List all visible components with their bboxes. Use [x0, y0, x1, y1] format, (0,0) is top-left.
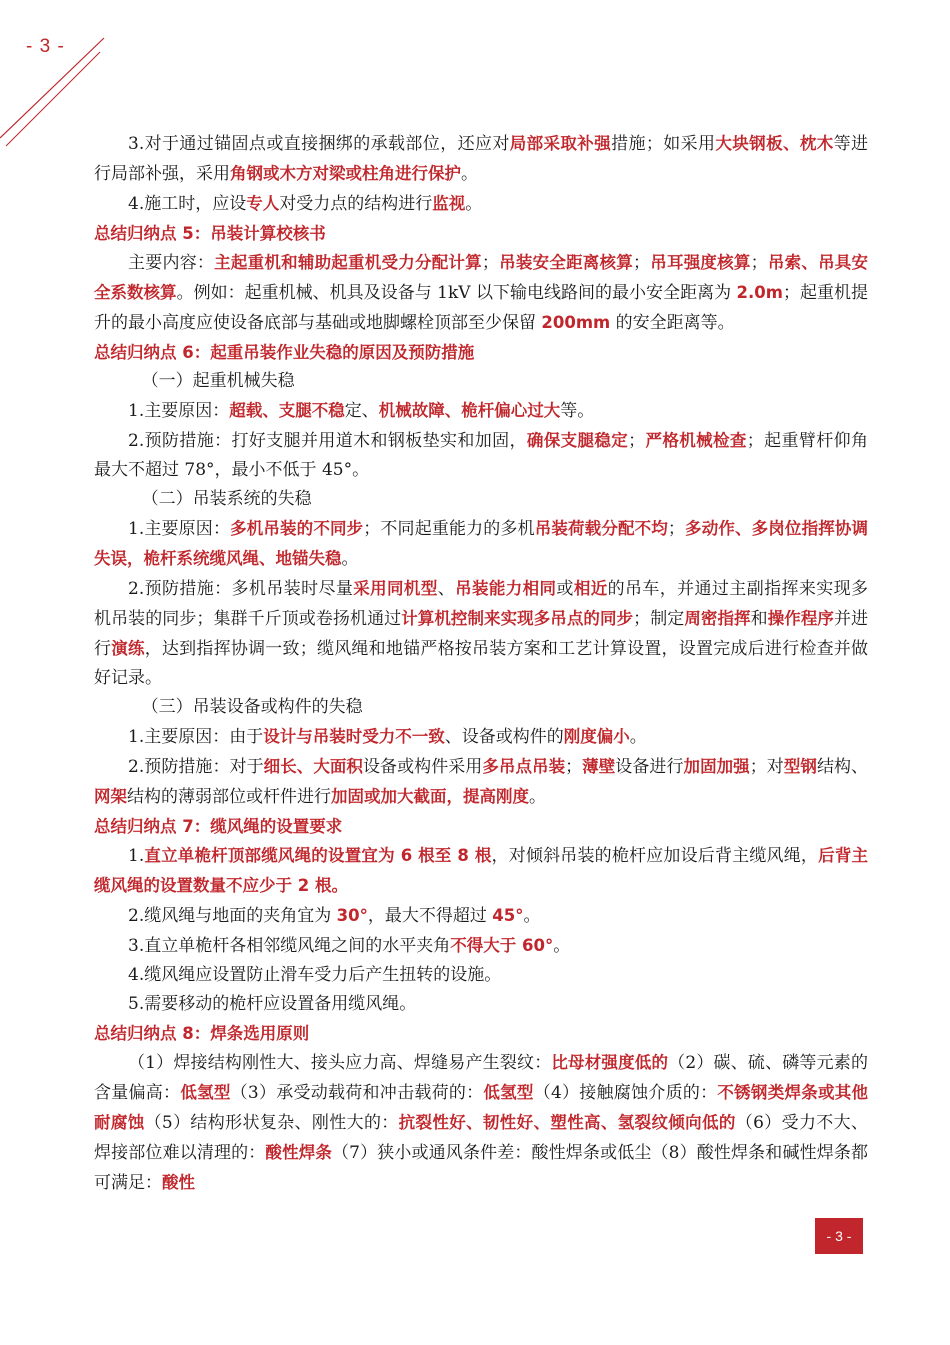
highlight-text: 吊装安全距离核算 — [498, 253, 633, 272]
text-run: ；起重机提升的最小高度应使设备底部与基础或地脚螺栓顶部至少保留 — [94, 283, 869, 333]
text-run: 。 — [553, 936, 571, 956]
paragraph — [94, 485, 868, 514]
highlight-text: 监视 — [432, 194, 466, 213]
footer-page-badge: - 3 - — [815, 1218, 863, 1254]
highlight-text: 计算机控制来实现多吊点的同步 — [401, 609, 634, 628]
highlight-text: 大块钢板、枕木 — [715, 134, 834, 153]
text-run: ； — [750, 253, 768, 273]
header-page-label: - 3 - — [26, 36, 65, 57]
text-run: 并进行 — [94, 609, 869, 659]
text-run: （7）狭小或通风条件差：酸性焊条或低尘（8）酸性焊条和碱性焊条都可满足： — [94, 1143, 869, 1193]
text-run: 的吊车，并通过主副指挥来实现多机吊装的同步；集群千斤顶或卷扬机通过 — [94, 579, 869, 629]
text-run: ，达到指挥协调一致；缆风绳和地锚严格按吊装方案和工艺计算设置，设置完成后进行检查并做好记录。 — [94, 639, 869, 688]
highlight-text: 抗裂性好、韧性好、塑性高、氢裂纹倾向低的 — [398, 1113, 736, 1132]
text-run: 。例如：起重机械、机具及设备与 1kV 以下输电线路间的最小安全距离为 — [176, 283, 737, 303]
text-run: ； — [481, 253, 499, 273]
highlight-text: 严格机械检查 — [645, 431, 747, 450]
section-heading — [94, 1019, 868, 1048]
highlight-text: 专人 — [246, 194, 280, 213]
highlight-text: 200mm — [541, 313, 611, 332]
text-run: 、设备或构件的 — [444, 727, 564, 747]
section-heading — [94, 812, 868, 841]
highlight-text: 后背主缆风绳的设置数量不应少于 2 根。 — [94, 846, 869, 895]
highlight-text: 周密指挥 — [684, 609, 751, 628]
highlight-text: 多动作、多岗位指挥协调失误，桅杆系统缆风绳、地锚失稳 — [94, 519, 869, 568]
paragraph — [94, 693, 868, 722]
paragraph — [94, 990, 868, 1019]
highlight-text: 比母材强度低的 — [551, 1053, 669, 1072]
text-run: 的安全距离等。 — [610, 313, 735, 333]
paragraph — [94, 1048, 868, 1198]
text-run: 对受力点的结构进行 — [279, 194, 433, 214]
text-run: （3）承受动载荷和冲击载荷的： — [230, 1083, 484, 1103]
text-run: （1）焊接结构刚性大、接头应力高、焊缝易产生裂纹： — [128, 1053, 552, 1073]
highlight-text: 不得大于 60° — [450, 936, 554, 955]
highlight-text: 酸性 — [162, 1173, 195, 1192]
paragraph — [94, 901, 868, 931]
text-run: 或 — [556, 579, 574, 599]
text-run: ；对 — [749, 757, 784, 777]
text-run: 。 — [341, 549, 359, 569]
paragraph — [94, 426, 868, 485]
text-run: （2）碳、硫、磷等元素的含量偏高： — [94, 1053, 868, 1103]
highlight-text: 吊索、吊具安全系数核算 — [94, 253, 869, 302]
text-run: （6）受力不大、焊接部位难以清理的： — [94, 1113, 868, 1163]
text-run: 设备或构件采用 — [362, 757, 483, 777]
highlight-text: 型钢 — [783, 757, 817, 776]
highlight-text: 低氢型 — [483, 1083, 534, 1102]
highlight-text: 机械故障、桅杆偏心过大 — [378, 401, 561, 420]
text-run: 总结归纳点 5：吊装计算校核书 — [94, 224, 326, 243]
paragraph — [94, 931, 868, 961]
highlight-text: 加固加强 — [683, 757, 750, 776]
highlight-text: 加固或加大截面，提高刚度 — [331, 787, 529, 806]
highlight-text: 刚度偏小 — [563, 727, 630, 746]
highlight-text: 2.0m — [736, 283, 783, 302]
text-run: 2.预防措施：对于 — [128, 757, 264, 777]
text-run: （三）吊装设备或构件的失稳 — [141, 697, 363, 717]
text-run: 。 — [529, 787, 546, 807]
text-run: 3.直立单桅杆各相邻缆风绳之间的水平夹角 — [128, 936, 451, 956]
text-run: 总结归纳点 7：缆风绳的设置要求 — [94, 817, 343, 836]
paragraph — [94, 189, 868, 219]
text-run: ，对倾斜吊装的桅杆应加设后背主缆风绳， — [491, 846, 819, 866]
text-run: ； — [633, 253, 650, 273]
highlight-text: 局部采取补强 — [509, 134, 612, 153]
text-run: （二）吊装系统的失稳 — [141, 489, 312, 509]
text-run: 1.主要原因：由于 — [128, 727, 264, 747]
text-run: 2.预防措施：打好支腿并用道木和钢板垫实和加固， — [128, 431, 527, 451]
text-run: 结构的薄弱部位或杆件进行 — [127, 787, 331, 807]
highlight-text: 直立单桅杆顶部缆风绳的设置宜为 6 根至 8 根 — [144, 846, 492, 865]
text-run: ；起重臂杆仰角最大不超过 78°，最小不低于 45°。 — [94, 431, 869, 480]
text-run: 、 — [437, 579, 456, 599]
text-run: ； — [565, 757, 583, 777]
text-run: 设备进行 — [615, 757, 684, 777]
text-run: 1. — [128, 846, 145, 866]
highlight-text: 演练 — [111, 639, 145, 658]
text-run: 定、 — [344, 401, 379, 421]
paragraph — [94, 367, 868, 396]
highlight-text: 角钢或木方对梁或柱角进行保护 — [230, 164, 461, 183]
paragraph — [94, 514, 868, 574]
paragraph — [94, 129, 868, 189]
paragraph — [94, 574, 868, 693]
highlight-text: 45° — [492, 906, 524, 925]
text-run: 。 — [523, 906, 541, 926]
paragraph — [94, 722, 868, 752]
paragraph — [94, 248, 868, 338]
text-run: （一）起重机械失稳 — [141, 371, 295, 391]
text-run: 2.缆风绳与地面的夹角宜为 — [128, 906, 337, 926]
highlight-text: 操作程序 — [767, 609, 834, 628]
highlight-text: 主起重机和辅助起重机受力分配计算 — [214, 253, 482, 272]
text-run: ； — [628, 431, 646, 451]
text-run: 主要内容： — [128, 253, 215, 273]
document-body — [94, 129, 868, 1198]
text-run: 2.预防措施：多机吊装时尽量 — [128, 579, 354, 599]
text-run: 1.主要原因： — [128, 401, 230, 421]
text-run: 等进行局部补强，采用 — [94, 134, 869, 184]
highlight-text: 确保支腿稳定 — [526, 431, 629, 450]
text-run: 总结归纳点 6：起重吊装作业失稳的原因及预防措施 — [94, 343, 475, 362]
text-run: 。 — [465, 194, 483, 214]
text-run: 。 — [629, 727, 647, 747]
highlight-text: 吊装能力相同 — [455, 579, 557, 598]
highlight-text: 吊装荷载分配不均 — [534, 519, 668, 538]
highlight-text: 设计与吊装时受力不一致 — [263, 727, 445, 746]
text-run: （5）结构形状复杂、刚性大的： — [144, 1113, 399, 1133]
text-run: 总结归纳点 8：焊条选用原则 — [94, 1024, 310, 1043]
highlight-text: 酸性焊条 — [265, 1143, 332, 1162]
paragraph — [94, 961, 868, 990]
text-run: 1.主要原因： — [128, 519, 231, 539]
text-run: 4.施工时，应设 — [128, 194, 247, 214]
text-run: ；制定 — [633, 609, 685, 629]
text-run: 5.需要移动的桅杆应设置备用缆风绳。 — [128, 994, 417, 1014]
highlight-text: 吊耳强度核算 — [650, 253, 751, 272]
highlight-text: 多吊点吊装 — [482, 757, 566, 776]
text-run: 结构、 — [816, 757, 869, 777]
paragraph — [94, 841, 868, 901]
highlight-text: 多机吊装的不同步 — [230, 519, 364, 538]
highlight-text: 采用同机型 — [353, 579, 438, 598]
highlight-text: 相近 — [573, 579, 608, 598]
section-heading — [94, 219, 868, 248]
paragraph — [94, 752, 868, 812]
highlight-text: 超载、支腿不稳 — [229, 401, 345, 420]
highlight-text: 30° — [336, 906, 368, 925]
text-run: ，最大不得超过 — [367, 906, 493, 926]
text-run: 措施；如采用 — [611, 134, 716, 154]
paragraph — [94, 396, 868, 426]
text-run: 和 — [750, 609, 768, 629]
highlight-text: 不锈钢类焊条或其他耐腐蚀 — [94, 1083, 869, 1132]
text-run: 3.对于通过锚固点或直接捆绑的承载部位，还应对 — [128, 134, 510, 154]
text-run: 等。 — [560, 401, 595, 421]
text-run: 。 — [461, 164, 478, 184]
highlight-text: 薄壁 — [582, 757, 616, 776]
section-heading — [94, 338, 868, 367]
text-run: ； — [667, 519, 685, 539]
text-run: 4.缆风绳应设置防止滑车受力后产生扭转的设施。 — [128, 965, 502, 985]
highlight-text: 低氢型 — [180, 1083, 231, 1102]
text-run: ；不同起重能力的多机 — [363, 519, 535, 539]
highlight-text: 网架 — [94, 787, 127, 806]
highlight-text: 细长、大面积 — [263, 757, 363, 776]
text-run: （4）接触腐蚀介质的： — [533, 1083, 718, 1103]
